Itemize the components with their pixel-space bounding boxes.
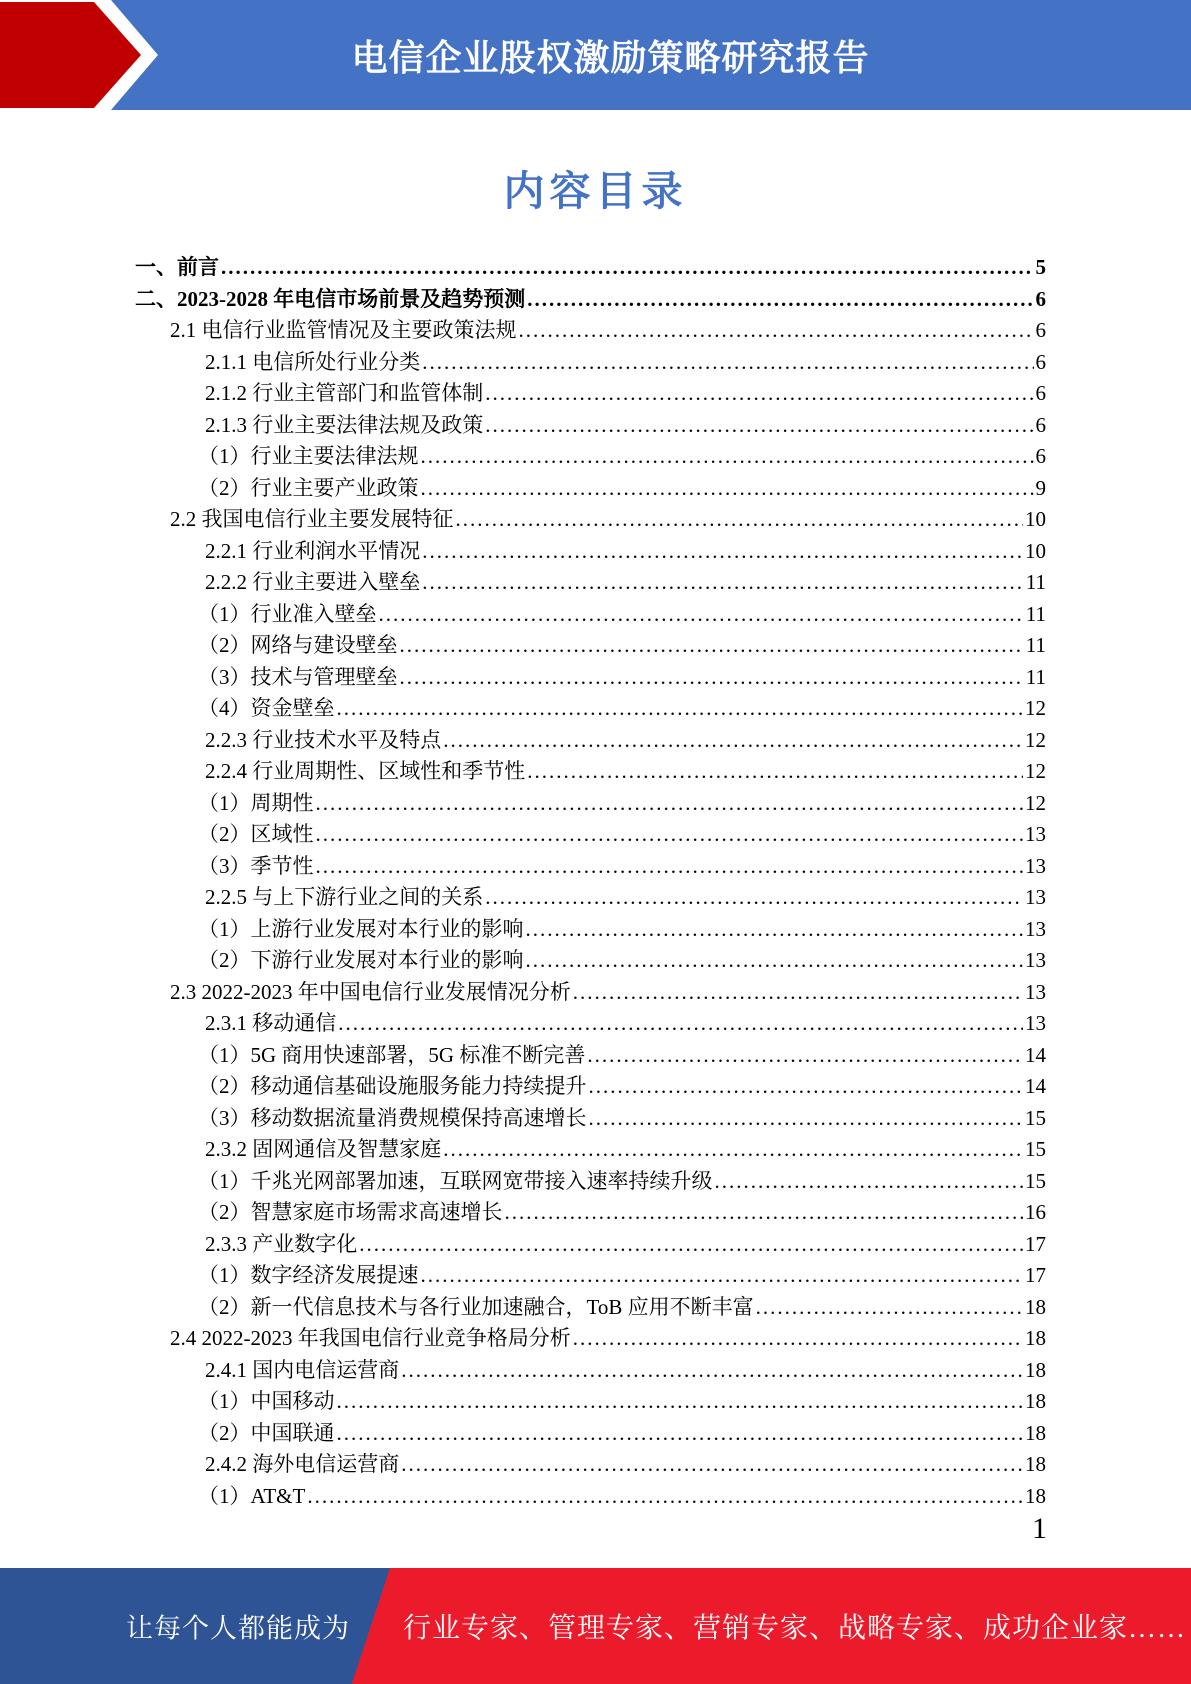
toc-entry[interactable] — [0, 1197, 1191, 1229]
toc-entry[interactable] — [0, 882, 1191, 914]
toc-entry-text: 二、2023-2028 年电信市场前景及趋势预测 — [135, 286, 526, 311]
toc-entry[interactable] — [0, 945, 1191, 977]
red-arrow-icon — [0, 0, 160, 110]
toc-dot-leader — [519, 315, 1034, 347]
toc-dot-leader — [401, 1355, 1023, 1387]
toc-entry[interactable] — [0, 1134, 1191, 1166]
toc-entry[interactable] — [0, 756, 1191, 788]
toc-entry-page: 15 — [1025, 1168, 1046, 1193]
toc-entry-page: 12 — [1025, 759, 1046, 783]
toc-entry-page: 6 — [1035, 349, 1046, 374]
toc-entry-page: 9 — [1035, 475, 1046, 500]
toc-entry-page: 13 — [1025, 979, 1046, 1004]
toc-dot-leader — [400, 662, 1024, 694]
toc-entry-text: 2.4 2022-2023 年我国电信行业竞争格局分析 — [170, 1326, 571, 1350]
toc-entry-page: 13 — [1025, 822, 1046, 846]
toc-entry[interactable] — [0, 441, 1191, 473]
toc-entry-text: 2.2.1 行业利润水平情况 — [205, 538, 421, 563]
toc-dot-leader — [337, 693, 1024, 725]
toc-entry-page: 15 — [1025, 1105, 1046, 1130]
toc-entry[interactable] — [0, 914, 1191, 946]
toc-entry[interactable] — [0, 284, 1191, 316]
toc-entry-text: 2.2.4 行业周期性、区域性和季节性 — [205, 759, 526, 783]
toc-entry[interactable] — [0, 819, 1191, 851]
toc-entry-page: 12 — [1025, 696, 1046, 720]
toc-dot-leader — [573, 1323, 1023, 1355]
toc-entry-text: （1）中国移动 — [198, 1389, 335, 1413]
toc-dot-leader — [456, 504, 1024, 536]
toc-entry-text: （1）AT&T — [198, 1483, 306, 1508]
page-number: 1 — [1032, 1512, 1047, 1545]
toc-dot-leader — [421, 441, 1034, 473]
toc-entry-text: （2）下游行业发展对本行业的影响 — [198, 948, 524, 972]
toc-entry[interactable] — [0, 315, 1191, 347]
toc-entry-page: 13 — [1025, 1011, 1046, 1035]
toc-entry-page: 6 — [1035, 412, 1046, 437]
toc-dot-leader — [307, 1481, 1023, 1513]
toc-entry[interactable] — [0, 851, 1191, 883]
toc-entry-page: 13 — [1025, 948, 1046, 972]
toc-entry[interactable] — [0, 252, 1191, 284]
toc-entry-text: 一、前言 — [135, 255, 219, 279]
toc-entry[interactable] — [0, 1229, 1191, 1261]
toc-entry-text: 2.3 2022-2023 年中国电信行业发展情况分析 — [170, 979, 571, 1004]
toc-entry-page: 14 — [1025, 1074, 1046, 1098]
toc-entry-page: 11 — [1025, 570, 1046, 594]
toc-entry[interactable] — [0, 1166, 1191, 1198]
toc-entry-page: 6 — [1035, 286, 1046, 311]
toc-entry-text: （2）新一代信息技术与各行业加速融合，ToB 应用不断丰富 — [198, 1294, 754, 1319]
toc-entry-text: （2）网络与建设壁垒 — [198, 633, 398, 657]
toc-entry-text: （3）技术与管理壁垒 — [198, 664, 398, 689]
toc-entry-text: （4）资金壁垒 — [198, 696, 335, 720]
toc-dot-leader — [443, 1134, 1023, 1166]
toc-entry[interactable] — [0, 1071, 1191, 1103]
toc-dot-leader — [422, 536, 1023, 568]
toc-entry-page: 6 — [1035, 381, 1046, 405]
toc-dot-leader — [221, 252, 1034, 284]
toc-entry-page: 13 — [1025, 916, 1046, 941]
toc-entry-text: 2.2.2 行业主要进入壁垒 — [205, 570, 421, 594]
toc-entry-page: 14 — [1025, 1042, 1046, 1067]
toc-entry-page: 10 — [1025, 507, 1046, 531]
toc-entry-text: 2.2.5 与上下游行业之间的关系 — [205, 885, 484, 909]
toc-dot-leader — [316, 851, 1024, 883]
toc-entry[interactable] — [0, 1008, 1191, 1040]
toc-dot-leader — [422, 567, 1024, 599]
toc-dot-leader — [401, 1449, 1023, 1481]
toc-dot-leader — [337, 1418, 1024, 1450]
toc-dot-leader — [589, 1103, 1024, 1135]
toc-entry-text: 2.3.1 移动通信 — [205, 1011, 337, 1035]
toc-dot-leader — [587, 1040, 1023, 1072]
toc-dot-leader — [443, 725, 1023, 757]
toc-entry-text: （1）周期性 — [198, 790, 314, 815]
toc-dot-leader — [422, 347, 1033, 379]
toc-entry-page: 18 — [1025, 1326, 1046, 1350]
toc-dot-leader — [485, 410, 1033, 442]
toc-entry[interactable] — [0, 1386, 1191, 1418]
toc-entry-page: 18 — [1025, 1452, 1046, 1476]
toc-entry-text: （2）智慧家庭市场需求高速增长 — [198, 1200, 503, 1224]
toc-entry-page: 11 — [1025, 664, 1046, 689]
toc-entry-text: 2.2.3 行业技术水平及特点 — [205, 727, 442, 752]
toc-dot-leader — [527, 284, 1033, 316]
toc-entry-page: 16 — [1025, 1200, 1046, 1224]
toc-entry[interactable] — [0, 378, 1191, 410]
toc-entry-text: （2）区域性 — [198, 822, 314, 846]
toc-entry[interactable] — [0, 977, 1191, 1009]
toc-entry-page: 15 — [1025, 1137, 1046, 1161]
toc-entry-page: 11 — [1025, 633, 1046, 657]
toc-entry-page: 18 — [1025, 1294, 1046, 1319]
toc-entry-text: （3）季节性 — [198, 853, 314, 878]
toc-dot-leader — [316, 788, 1024, 820]
toc-dot-leader — [589, 1071, 1024, 1103]
toc-entry-page: 11 — [1025, 601, 1046, 626]
toc-entry-page: 10 — [1025, 538, 1046, 563]
footer-slogan-right: 行业专家、管理专家、营销专家、战略专家、成功企业家…… — [403, 1613, 1187, 1644]
toc-dot-leader — [421, 473, 1034, 505]
toc-entry-page: 17 — [1025, 1231, 1046, 1256]
toc-entry[interactable] — [0, 410, 1191, 442]
toc-entry[interactable] — [0, 1481, 1191, 1513]
toc-dot-leader — [316, 819, 1024, 851]
toc-entry-page: 13 — [1025, 885, 1046, 909]
toc-entry-text: 2.4.1 国内电信运营商 — [205, 1357, 400, 1382]
toc-entry[interactable] — [0, 473, 1191, 505]
report-title: 电信企业股权激励策略研究报告 — [351, 36, 870, 78]
toc-entry-text: （2）行业主要产业政策 — [198, 475, 419, 500]
toc-dot-leader — [756, 1292, 1023, 1324]
toc-entry-text: （1）行业主要法律法规 — [198, 444, 419, 468]
toc-dot-leader — [485, 378, 1033, 410]
toc-entry-text: （1）千兆光网部署加速，互联网宽带接入速率持续升级 — [198, 1168, 713, 1193]
toc-entry-page: 13 — [1025, 853, 1046, 878]
toc-dot-leader — [573, 977, 1023, 1009]
toc-entry-page: 18 — [1025, 1357, 1046, 1382]
page-footer — [0, 1568, 1191, 1684]
toc-entry-text: （1）数字经济发展提速 — [198, 1263, 419, 1287]
toc-entry[interactable] — [0, 1103, 1191, 1135]
toc-entry-page: 12 — [1025, 727, 1046, 752]
toc-entry-text: 2.1.2 行业主管部门和监管体制 — [205, 381, 484, 405]
toc-dot-leader — [379, 599, 1024, 631]
toc-entry-text: 2.1 电信行业监管情况及主要政策法规 — [170, 318, 517, 342]
toc-entry-text: （1）上游行业发展对本行业的影响 — [198, 916, 524, 941]
toc-entry[interactable] — [0, 1449, 1191, 1481]
toc-entry[interactable] — [0, 693, 1191, 725]
toc-entry-page: 6 — [1035, 444, 1046, 468]
toc-entry[interactable] — [0, 347, 1191, 379]
toc-entry-page: 18 — [1025, 1389, 1046, 1413]
toc-entry-text: 2.3.2 固网通信及智慧家庭 — [205, 1137, 442, 1161]
toc-entry[interactable] — [0, 504, 1191, 536]
toc-entry[interactable] — [0, 1260, 1191, 1292]
toc-entry[interactable] — [0, 662, 1191, 694]
toc-entry[interactable] — [0, 630, 1191, 662]
toc-entry-text: 2.1.3 行业主要法律法规及政策 — [205, 412, 484, 437]
toc-entry[interactable] — [0, 1040, 1191, 1072]
toc-entry-text: 2.3.3 产业数字化 — [205, 1231, 358, 1256]
toc-entry[interactable] — [0, 1292, 1191, 1324]
toc-entry-text: 2.1.1 电信所处行业分类 — [205, 349, 421, 374]
toc-entry-text: （1）5G 商用快速部署，5G 标准不断完善 — [198, 1042, 586, 1067]
toc-dot-leader — [338, 1008, 1023, 1040]
toc-entry-page: 17 — [1025, 1263, 1046, 1287]
toc-entry[interactable] — [0, 536, 1191, 568]
toc-dot-leader — [485, 882, 1023, 914]
toc-dot-leader — [526, 914, 1024, 946]
toc-entry-page: 5 — [1035, 255, 1046, 279]
toc-entry-page: 6 — [1035, 318, 1046, 342]
footer-slogan-left: 让每个人都能成为 — [126, 1613, 350, 1644]
toc-entry-text: 2.4.2 海外电信运营商 — [205, 1452, 400, 1476]
toc-entry[interactable] — [0, 1418, 1191, 1450]
toc-dot-leader — [421, 1260, 1024, 1292]
toc-entry[interactable] — [0, 599, 1191, 631]
toc-dot-leader — [715, 1166, 1024, 1198]
toc-entry[interactable] — [0, 788, 1191, 820]
toc-dot-leader — [359, 1229, 1023, 1261]
page-header — [0, 0, 1191, 110]
toc-entry-page: 12 — [1025, 790, 1046, 815]
toc-list — [0, 252, 1191, 1512]
toc-entry-text: （2）中国联通 — [198, 1420, 335, 1445]
toc-entry-text: （1）行业准入壁垒 — [198, 601, 377, 626]
toc-entry-page: 18 — [1025, 1483, 1046, 1508]
toc-heading: 内容目录 — [503, 168, 688, 214]
toc-dot-leader — [400, 630, 1024, 662]
toc-entry[interactable] — [0, 567, 1191, 599]
toc-entry[interactable] — [0, 1355, 1191, 1387]
toc-dot-leader — [505, 1197, 1024, 1229]
toc-dot-leader — [527, 756, 1023, 788]
toc-entry-page: 18 — [1025, 1420, 1046, 1445]
toc-dot-leader — [526, 945, 1024, 977]
toc-entry-text: （2）移动通信基础设施服务能力持续提升 — [198, 1074, 587, 1098]
toc-dot-leader — [337, 1386, 1024, 1418]
toc-entry-text: 2.2 我国电信行业主要发展特征 — [170, 507, 454, 531]
toc-entry[interactable] — [0, 725, 1191, 757]
toc-entry[interactable] — [0, 1323, 1191, 1355]
toc-entry-text: （3）移动数据流量消费规模保持高速增长 — [198, 1105, 587, 1130]
